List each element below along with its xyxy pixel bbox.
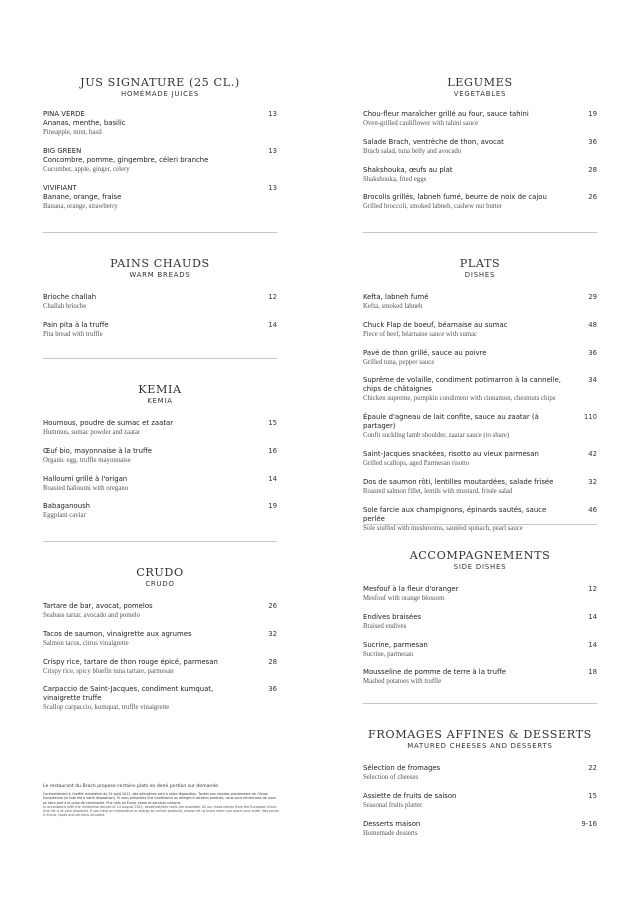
item-description: Mesfouf with orange blossom (363, 595, 445, 602)
item-price: 36 (588, 348, 597, 357)
item-description: Chicken supreme, pumpkin condiment with cinnamon, chestnuts chips (363, 395, 556, 403)
item-price: 29 (588, 293, 597, 301)
item-price: 28 (268, 657, 277, 666)
menu-item (43, 184, 277, 211)
item-price: 12 (588, 585, 597, 593)
section-subtitle: CRUDO (145, 580, 175, 588)
item-description: Organic egg, truffle mayonnaise (43, 456, 131, 464)
item-price: 110 (583, 413, 597, 422)
item-name: Desserts maison (363, 819, 421, 828)
item-name: Halloumi grillé à l'origan (43, 474, 128, 483)
menu-item (363, 293, 597, 311)
menu-item (363, 193, 597, 211)
item-name: Brocolis grillés, labneh fumé, beurre de noix de cajou (363, 193, 547, 202)
item-description: Brach salad, tuna belly and avocado (363, 147, 462, 155)
item-description: Mashed potatoes with truffle (363, 678, 442, 686)
item-name: Endives braisées (363, 612, 422, 621)
divider (43, 232, 277, 233)
item-description: Selection of cheeses (363, 774, 419, 781)
section-juices (43, 76, 277, 220)
section-title: LEGUMES (447, 76, 513, 89)
item-name: Tacos de saumon, vinaigrette aux agrumes (43, 629, 192, 638)
menu-item (363, 376, 597, 403)
item-description: Shakshouka, fried eggs (363, 175, 427, 183)
section-cheeses-desserts (363, 728, 597, 847)
section-title: ACCOMPAGNEMENTS (409, 549, 551, 562)
item-description: Grilled tuna, pepper sauce (363, 358, 435, 366)
item-price: 28 (588, 165, 597, 174)
item-price: 15 (588, 791, 597, 800)
item-price: 36 (588, 137, 597, 146)
item-description: Kefta, smoked labneh (363, 303, 423, 310)
item-name: Pavé de thon grillé, sauce au poivre (363, 348, 487, 357)
item-description: Crispy rice, spicy bluefin tuna tartare, parmesan (43, 667, 174, 675)
menu-item (363, 820, 597, 838)
section-subtitle: VEGETABLES (453, 90, 507, 98)
item-description: Grilled broccoli, smoked labneh, cashew nut butter (363, 203, 502, 211)
section-title: JUS SIGNATURE (25 CL.) (80, 76, 240, 89)
item-description: Oven-grilled cauliflower with tahini sauce (363, 120, 479, 127)
item-price: 19 (588, 110, 597, 118)
menu-item (363, 641, 597, 659)
menu-item (363, 349, 597, 367)
menu-item (363, 413, 597, 440)
menu-item (363, 478, 597, 496)
item-description: Seasonal fruits platter (363, 801, 423, 809)
menu-item (43, 475, 277, 493)
item-name: Mesfouf à la fleur d'oranger (363, 585, 459, 593)
footnote-french: Conformément à l'arrêté ministériel du 24 août 2011, des allergènes sont à votre disposition. Toutes nos viandes proviennent de l'Union Européenne (la liste est à votre disposition). Si vous présentez une intolérance ou allergie à certains produits, nous vous remercions de nous en faire part à la prise de commande. Prix nets en Euros, taxes et services compris. (43, 792, 276, 805)
section-dishes (363, 257, 597, 542)
footnote-headline: Le restaurant du Brach propose certains plats en demi portion sur demande (43, 784, 219, 789)
menu-item (363, 110, 597, 128)
item-price: 36 (268, 685, 277, 694)
item-name: Houmous, poudre de sumac et zaatar (43, 419, 174, 427)
item-description: Eggplant caviar (43, 512, 86, 520)
item-price: 14 (588, 612, 597, 621)
item-name: Chou-fleur maraîcher grillé au four, sauce tahini (363, 110, 529, 118)
section-subtitle: KEMIA (147, 397, 173, 405)
divider (363, 524, 597, 525)
item-name: Salade Brach, ventrèche de thon, avocat (363, 137, 504, 146)
section-kemia (43, 383, 277, 530)
item-description: Pineapple, mint, basil (43, 129, 102, 136)
menu-item (363, 166, 597, 184)
item-price: 26 (268, 602, 277, 610)
item-name: Sole farcie aux champignons, épinards sautés, sauce perlée (363, 505, 547, 523)
menu-item (43, 293, 277, 311)
item-name: PINA VERDE Ananas, menthe, basilic (43, 110, 126, 127)
menu-item (43, 447, 277, 465)
item-price: 19 (268, 502, 277, 511)
item-name: Saint-Jacques snackées, risotto au vieux parmesan (363, 449, 539, 458)
item-description: Braised endives (363, 622, 407, 630)
item-name: Sélection de fromages (363, 764, 441, 772)
menu-item (363, 613, 597, 631)
item-price: 32 (588, 477, 597, 486)
item-name: BIG GREEN Concombre, pomme, gingembre, céleri branche (43, 146, 209, 164)
section-subtitle: HOMÉMADE JUICES (120, 90, 200, 98)
item-description: Cucumber, apple, ginger, celery (43, 165, 130, 173)
item-price: 13 (268, 146, 277, 155)
item-description: Scallop carpaccio, kumquat, truffle vinaigrette (43, 704, 170, 712)
item-name: Babaganoush (43, 502, 91, 511)
item-name: Suprême de volaille, condiment potimarron à la cannelle, chips de châtaignes (363, 376, 561, 394)
item-description: Piece of beef, béarnaise sauce with sumac (363, 330, 478, 338)
item-name: Kefta, labneh fumé (363, 293, 429, 301)
section-title: PAINS CHAUDS (110, 257, 210, 270)
menu-item (363, 792, 597, 810)
item-price: 14 (268, 320, 277, 329)
item-description: Homemade desserts (363, 829, 418, 837)
item-name: Carpaccio de Saint-Jacques, condiment kumquat, vinaigrette truffe (43, 685, 214, 703)
item-name: Pain pita à la truffe (43, 320, 109, 329)
item-price: 16 (268, 446, 277, 455)
menu-item (43, 147, 277, 174)
item-name: Dos de saumon rôti, lentilles moutardées, salade frisée (363, 477, 554, 486)
menu-item (363, 668, 597, 686)
item-price: 22 (588, 764, 597, 772)
item-price: 26 (588, 193, 597, 202)
item-name: Tartare de bar, avocat, pomelos (43, 602, 153, 610)
item-price: 13 (268, 183, 277, 192)
menu-item (363, 450, 597, 468)
item-name: Sucrine, parmesan (363, 640, 428, 649)
item-name: Épaule d'agneau de lait confite, sauce au zaatar (à partager) (363, 413, 539, 431)
item-description: Salmon tacos, citrus vinaigrette (43, 639, 129, 647)
item-description: Hummus, sumac powder and zaatar (43, 429, 141, 436)
section-subtitle: MATURED CHEESES AND DESSERTS (407, 742, 553, 750)
section-title: CRUDO (136, 566, 184, 579)
menu-item (43, 630, 277, 648)
menu-item (43, 321, 277, 339)
item-price: 13 (268, 110, 277, 118)
divider (43, 541, 277, 542)
item-description: Grilled scallops, aged Parmesan risotto (363, 459, 470, 467)
menu-item (363, 138, 597, 156)
item-price: 42 (588, 449, 597, 458)
item-price: 9-16 (581, 819, 597, 828)
item-name: Mousseline de pomme de terre à la truffe (363, 668, 507, 677)
item-name: Shakshouka, œufs au plat (363, 165, 453, 174)
menu-item (43, 419, 277, 437)
menu-item (363, 506, 597, 533)
item-name: Assiette de fruits de saison (363, 791, 457, 800)
section-title: PLATS (459, 257, 501, 270)
item-price: 18 (588, 668, 597, 677)
divider (43, 358, 277, 359)
item-description: Banana, orange, strawberry (43, 202, 118, 210)
menu-item (43, 658, 277, 676)
section-title: FROMAGES AFFINES & DESSERTS (368, 728, 592, 741)
divider (363, 703, 597, 704)
item-name: Chuck Flap de boeuf, béarnaise au sumac (363, 320, 508, 329)
menu-item (43, 685, 277, 712)
item-price: 12 (268, 293, 277, 301)
menu-item (43, 110, 277, 137)
menu-item (363, 764, 597, 782)
divider (363, 232, 597, 233)
section-sides (363, 549, 597, 696)
footnote (43, 784, 279, 818)
item-description: Sucrine, parmesan (363, 650, 414, 658)
item-price: 32 (268, 629, 277, 638)
section-subtitle: DISHES (464, 271, 496, 279)
item-name: Brioche challah (43, 293, 97, 301)
section-crudo (43, 566, 277, 722)
section-subtitle: SIDE DISHES (453, 563, 507, 571)
section-breads (43, 257, 277, 349)
item-price: 34 (588, 376, 597, 385)
section-vegetables (363, 76, 597, 221)
item-price: 14 (588, 640, 597, 649)
item-price: 48 (588, 320, 597, 329)
item-name: Crispy rice, tartare de thon rouge épicé, parmesan (43, 657, 218, 666)
footnote-english: In accordance with the ministerial decree of 24 August 2011, breakfast/ther texts are available. All our meat comes from the European Union (the list is at your disposal). If you have an intolerance or allergy to certain products, please let us know when you place your order. Net prices in Euros, taxes and services included. (43, 804, 279, 818)
menu-item (363, 321, 597, 339)
section-title: KEMIA (138, 383, 182, 396)
item-description: Roasted halloumi with oregano (43, 484, 129, 492)
item-price: 46 (588, 505, 597, 514)
item-description: Confit suckling lamb shoulder, zaatar sauce (to share) (363, 432, 510, 440)
item-price: 14 (268, 474, 277, 483)
item-description: Roasted salmon fillet, lentils with mustard, frisée salad (363, 487, 513, 495)
item-description: Pita bread with truffle (43, 330, 103, 338)
section-subtitle: WARM BREADS (129, 271, 191, 279)
menu-item (363, 585, 597, 603)
item-price: 15 (268, 419, 277, 427)
menu-item (43, 502, 277, 520)
item-description: Challah brioche (43, 303, 87, 310)
menu-item (43, 602, 277, 620)
item-name: VIVIFIANT Banane, orange, fraise (43, 183, 122, 201)
item-name: Œuf bio, mayonnaise à la truffe (43, 446, 152, 455)
item-description: Seabass tartar, avocado and pomelo (43, 612, 140, 619)
item-description: Sole stuffed with mushrooms, sautéed spinach, pearl sauce (363, 524, 523, 532)
